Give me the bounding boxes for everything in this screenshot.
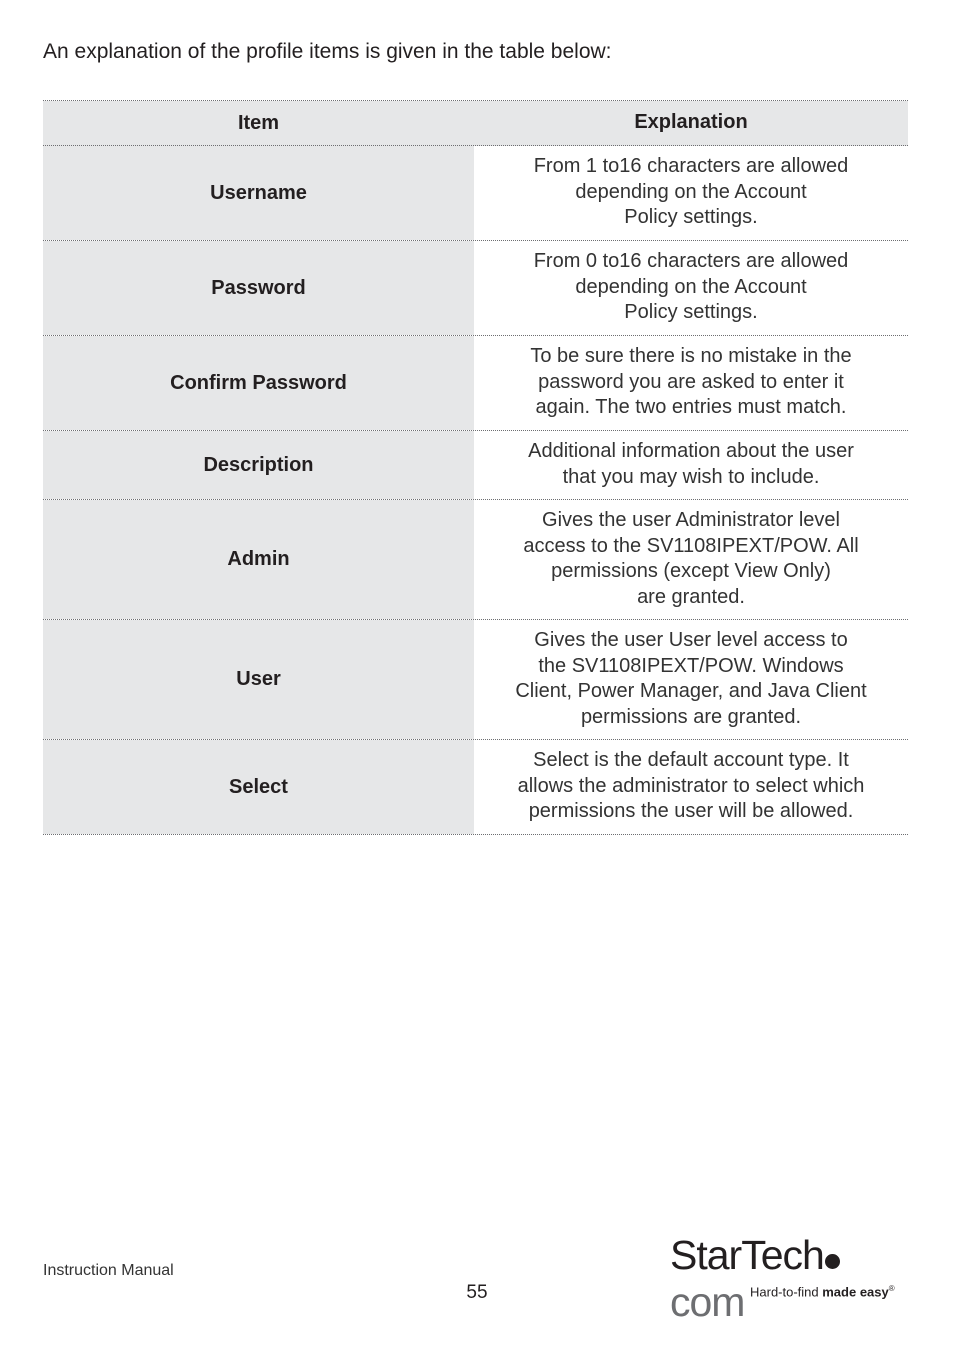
header-explanation: Explanation (474, 101, 908, 145)
row-item: Description (43, 431, 474, 499)
intro-text: An explanation of the profile items is given in the table below: (43, 40, 612, 63)
header-item: Item (43, 101, 474, 145)
logo-tagline (750, 1284, 895, 1299)
page-number: 55 (466, 1282, 488, 1303)
row-item: User (43, 620, 474, 739)
table-row (43, 620, 908, 740)
table-row (43, 740, 908, 835)
table-row (43, 500, 908, 620)
row-explanation: To be sure there is no mistake in the password you are asked to enter it again. The two entries must match. (530, 345, 852, 419)
table-row (43, 241, 908, 336)
table-row (43, 336, 908, 431)
row-item: Username (43, 146, 474, 240)
profile-items-table (43, 100, 908, 835)
row-item: Password (43, 241, 474, 335)
logo-brand: StarTech (670, 1232, 824, 1278)
table-row (43, 431, 908, 500)
table-header-row (43, 101, 908, 146)
logo-wordmark (670, 1232, 910, 1326)
tagline-normal: Hard-to-find (750, 1284, 823, 1300)
registered-mark: ® (888, 1284, 895, 1293)
row-explanation: Gives the user User level access to the SV1108IPEXT/POW. Windows Client, Power Manager, and Java Client permissions are granted. (515, 629, 867, 728)
tagline-bold: made easy (822, 1284, 889, 1300)
table-row (43, 146, 908, 241)
footer-manual-label: Instruction Manual (43, 1262, 174, 1279)
row-explanation: From 0 to16 characters are allowed depending on the Account Policy settings. (533, 250, 849, 324)
row-explanation: From 1 to16 characters are allowed depending on the Account Policy settings. (533, 155, 849, 229)
row-explanation: Select is the default account type. It allows the administrator to select which permissions the user will be allowed. (517, 749, 865, 823)
logo-dot-icon (825, 1254, 840, 1269)
row-explanation: Additional information about the user that you may wish to include. (528, 440, 854, 488)
row-item: Select (43, 740, 474, 834)
row-explanation: Gives the user Administrator level access to the SV1108IPEXT/POW. All permissions (except View Only) are granted. (523, 509, 859, 608)
row-item: Admin (43, 500, 474, 619)
logo-domain: com (670, 1279, 745, 1325)
startech-logo (670, 1232, 910, 1325)
row-item: Confirm Password (43, 336, 474, 430)
